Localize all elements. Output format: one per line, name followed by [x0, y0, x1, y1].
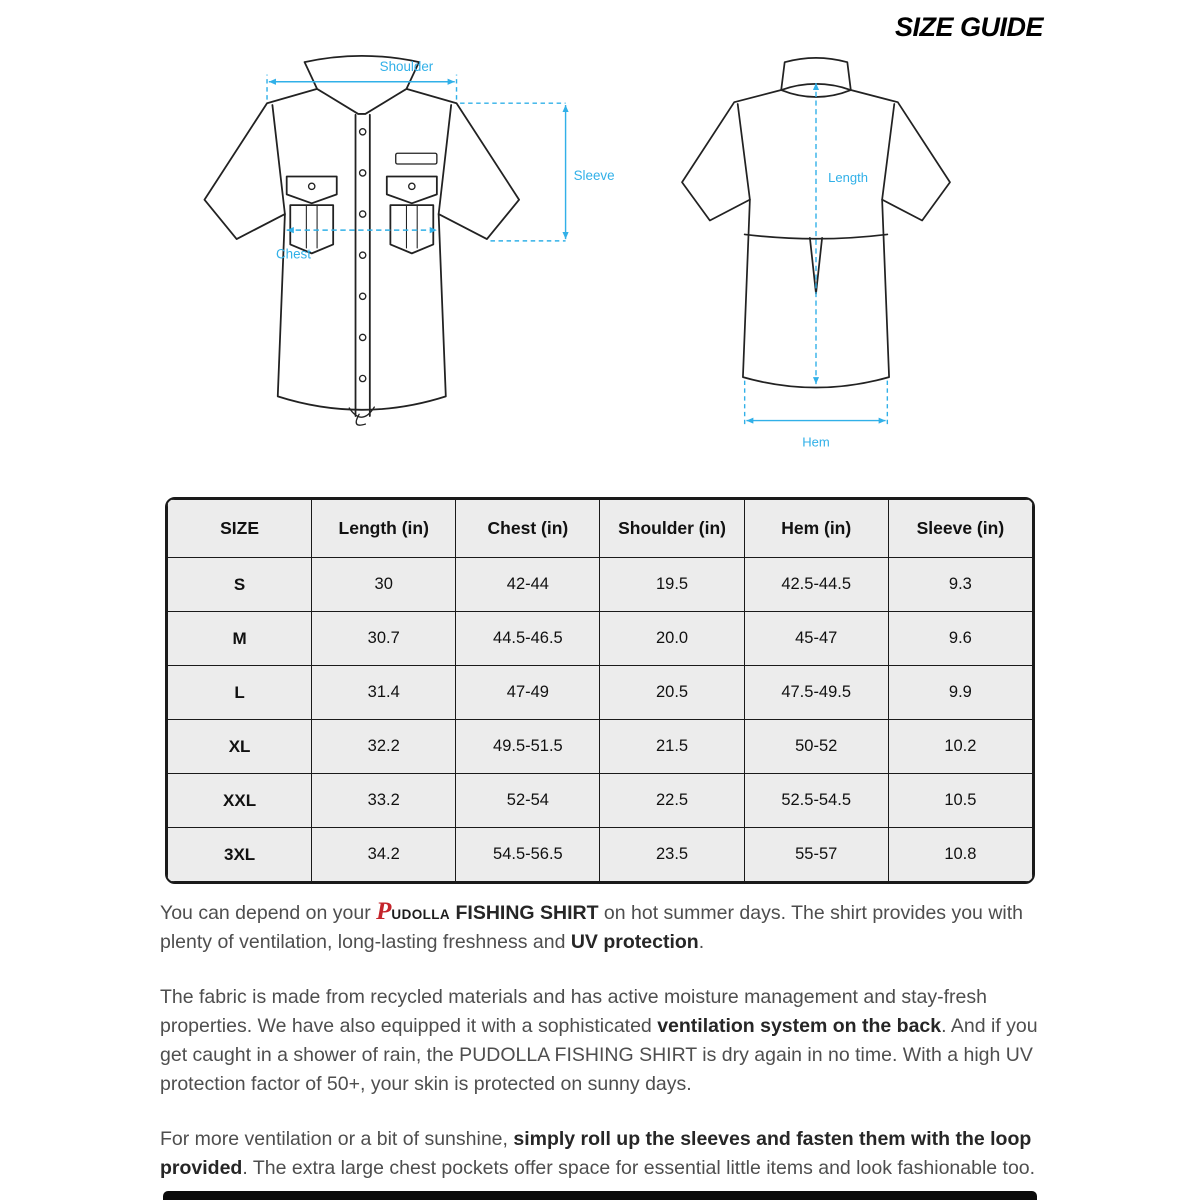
cell-shoulder: 20.0 [600, 612, 744, 666]
col-header-hem: Hem (in) [744, 500, 888, 558]
cell-length: 31.4 [312, 666, 456, 720]
cell-chest: 42-44 [456, 558, 600, 612]
cell-size: M [168, 612, 312, 666]
cell-size: XL [168, 720, 312, 774]
paragraph-text: The fabric is made from recycled materials and has active moisture management and stay-fresh properties. We have also equipped it with a sophisticated [160, 986, 987, 1038]
table-row-m [168, 612, 1033, 666]
cell-chest: 52-54 [456, 774, 600, 828]
product-description [160, 899, 1042, 1200]
cell-hem: 47.5-49.5 [744, 666, 888, 720]
cell-sleeve: 9.6 [888, 612, 1032, 666]
cell-hem: 42.5-44.5 [744, 558, 888, 612]
label-patch [396, 153, 437, 164]
hem-measure-label: Hem [802, 434, 830, 450]
cell-size: 3XL [168, 828, 312, 882]
cell-chest: 54.5-56.5 [456, 828, 600, 882]
front-shirt-diagram [183, 46, 621, 453]
cell-chest: 49.5-51.5 [456, 720, 600, 774]
cell-shoulder: 19.5 [600, 558, 744, 612]
cell-length: 33.2 [312, 774, 456, 828]
cell-hem: 55-57 [744, 828, 888, 882]
paragraph-text: . The extra large chest pockets offer space for essential little items and look fashionable too. [242, 1157, 1036, 1180]
page-title: SIZE GUIDE [894, 12, 1043, 42]
back-shirt-diagram [642, 50, 990, 472]
size-table-header-row [168, 500, 1033, 558]
brand-logo-initial: P [376, 898, 392, 925]
cell-length: 34.2 [312, 828, 456, 882]
table-row-l [168, 666, 1033, 720]
chest-pocket-left [287, 177, 337, 254]
cell-length: 30.7 [312, 612, 456, 666]
col-header-size: SIZE [168, 500, 312, 558]
table-row-xxl [168, 774, 1033, 828]
paragraph-text: . [698, 931, 705, 954]
col-header-sleeve: Sleeve (in) [888, 500, 1032, 558]
cell-hem: 52.5-54.5 [744, 774, 888, 828]
cell-shoulder: 23.5 [600, 828, 744, 882]
table-row-xl [168, 720, 1033, 774]
description-paragraph-2 [160, 983, 1042, 1099]
paragraph-text: on hot summer days. The shirt provides you with plenty of ventilation, long-lasting freshness and [160, 902, 1023, 954]
cell-shoulder: 20.5 [600, 666, 744, 720]
brand-logo-text: UDOLLA [391, 907, 451, 922]
bold-text: simply roll up the sleeves and fasten them with the loop provided [160, 1128, 1032, 1180]
col-header-chest: Chest (in) [456, 500, 600, 558]
chest-pocket-right [387, 177, 437, 254]
shoulder-measure-label: Shoulder [379, 59, 434, 75]
description-paragraph-3 [160, 1125, 1042, 1183]
size-table-container [165, 497, 1035, 884]
cell-size: XXL [168, 774, 312, 828]
cell-sleeve: 10.5 [888, 774, 1032, 828]
cell-sleeve: 9.9 [888, 666, 1032, 720]
bold-text: UV protection [570, 931, 699, 954]
paragraph-text: You can depend on your [160, 902, 377, 924]
col-header-length: Length (in) [312, 500, 456, 558]
cell-size: S [168, 558, 312, 612]
length-measure-label: Length [828, 170, 869, 186]
cell-chest: 44.5-46.5 [456, 612, 600, 666]
cell-sleeve: 9.3 [888, 558, 1032, 612]
cell-hem: 45-47 [744, 612, 888, 666]
sleeve-measure-label: Sleeve [573, 168, 615, 184]
cell-chest: 47-49 [456, 666, 600, 720]
cell-length: 32.2 [312, 720, 456, 774]
paragraph-text: For more ventilation or a bit of sunshine, [160, 1128, 514, 1151]
bold-text: FISHING SHIRT [450, 902, 599, 924]
cell-sleeve: 10.8 [888, 828, 1032, 882]
paragraph-text: . And if you get caught in a shower of rain, the PUDOLLA FISHING SHIRT is dry again in no time. With a high UV protection factor of 50+, your skin is protected on sunny days. [160, 1015, 1038, 1096]
col-header-shoulder: Shoulder (in) [600, 500, 744, 558]
bold-text: ventilation system on the back [657, 1015, 942, 1038]
cell-size: L [168, 666, 312, 720]
chest-measure-label: Chest [275, 246, 311, 262]
table-row-3xl [168, 828, 1033, 882]
cell-sleeve: 10.2 [888, 720, 1032, 774]
front-shirt-body [204, 89, 519, 410]
cell-length: 30 [312, 558, 456, 612]
size-table [167, 499, 1033, 882]
cell-shoulder: 21.5 [600, 720, 744, 774]
cell-shoulder: 22.5 [600, 774, 744, 828]
next-section-edge [163, 1191, 1037, 1200]
table-row-s [168, 558, 1033, 612]
cell-hem: 50-52 [744, 720, 888, 774]
description-paragraph-1 [160, 899, 1042, 957]
